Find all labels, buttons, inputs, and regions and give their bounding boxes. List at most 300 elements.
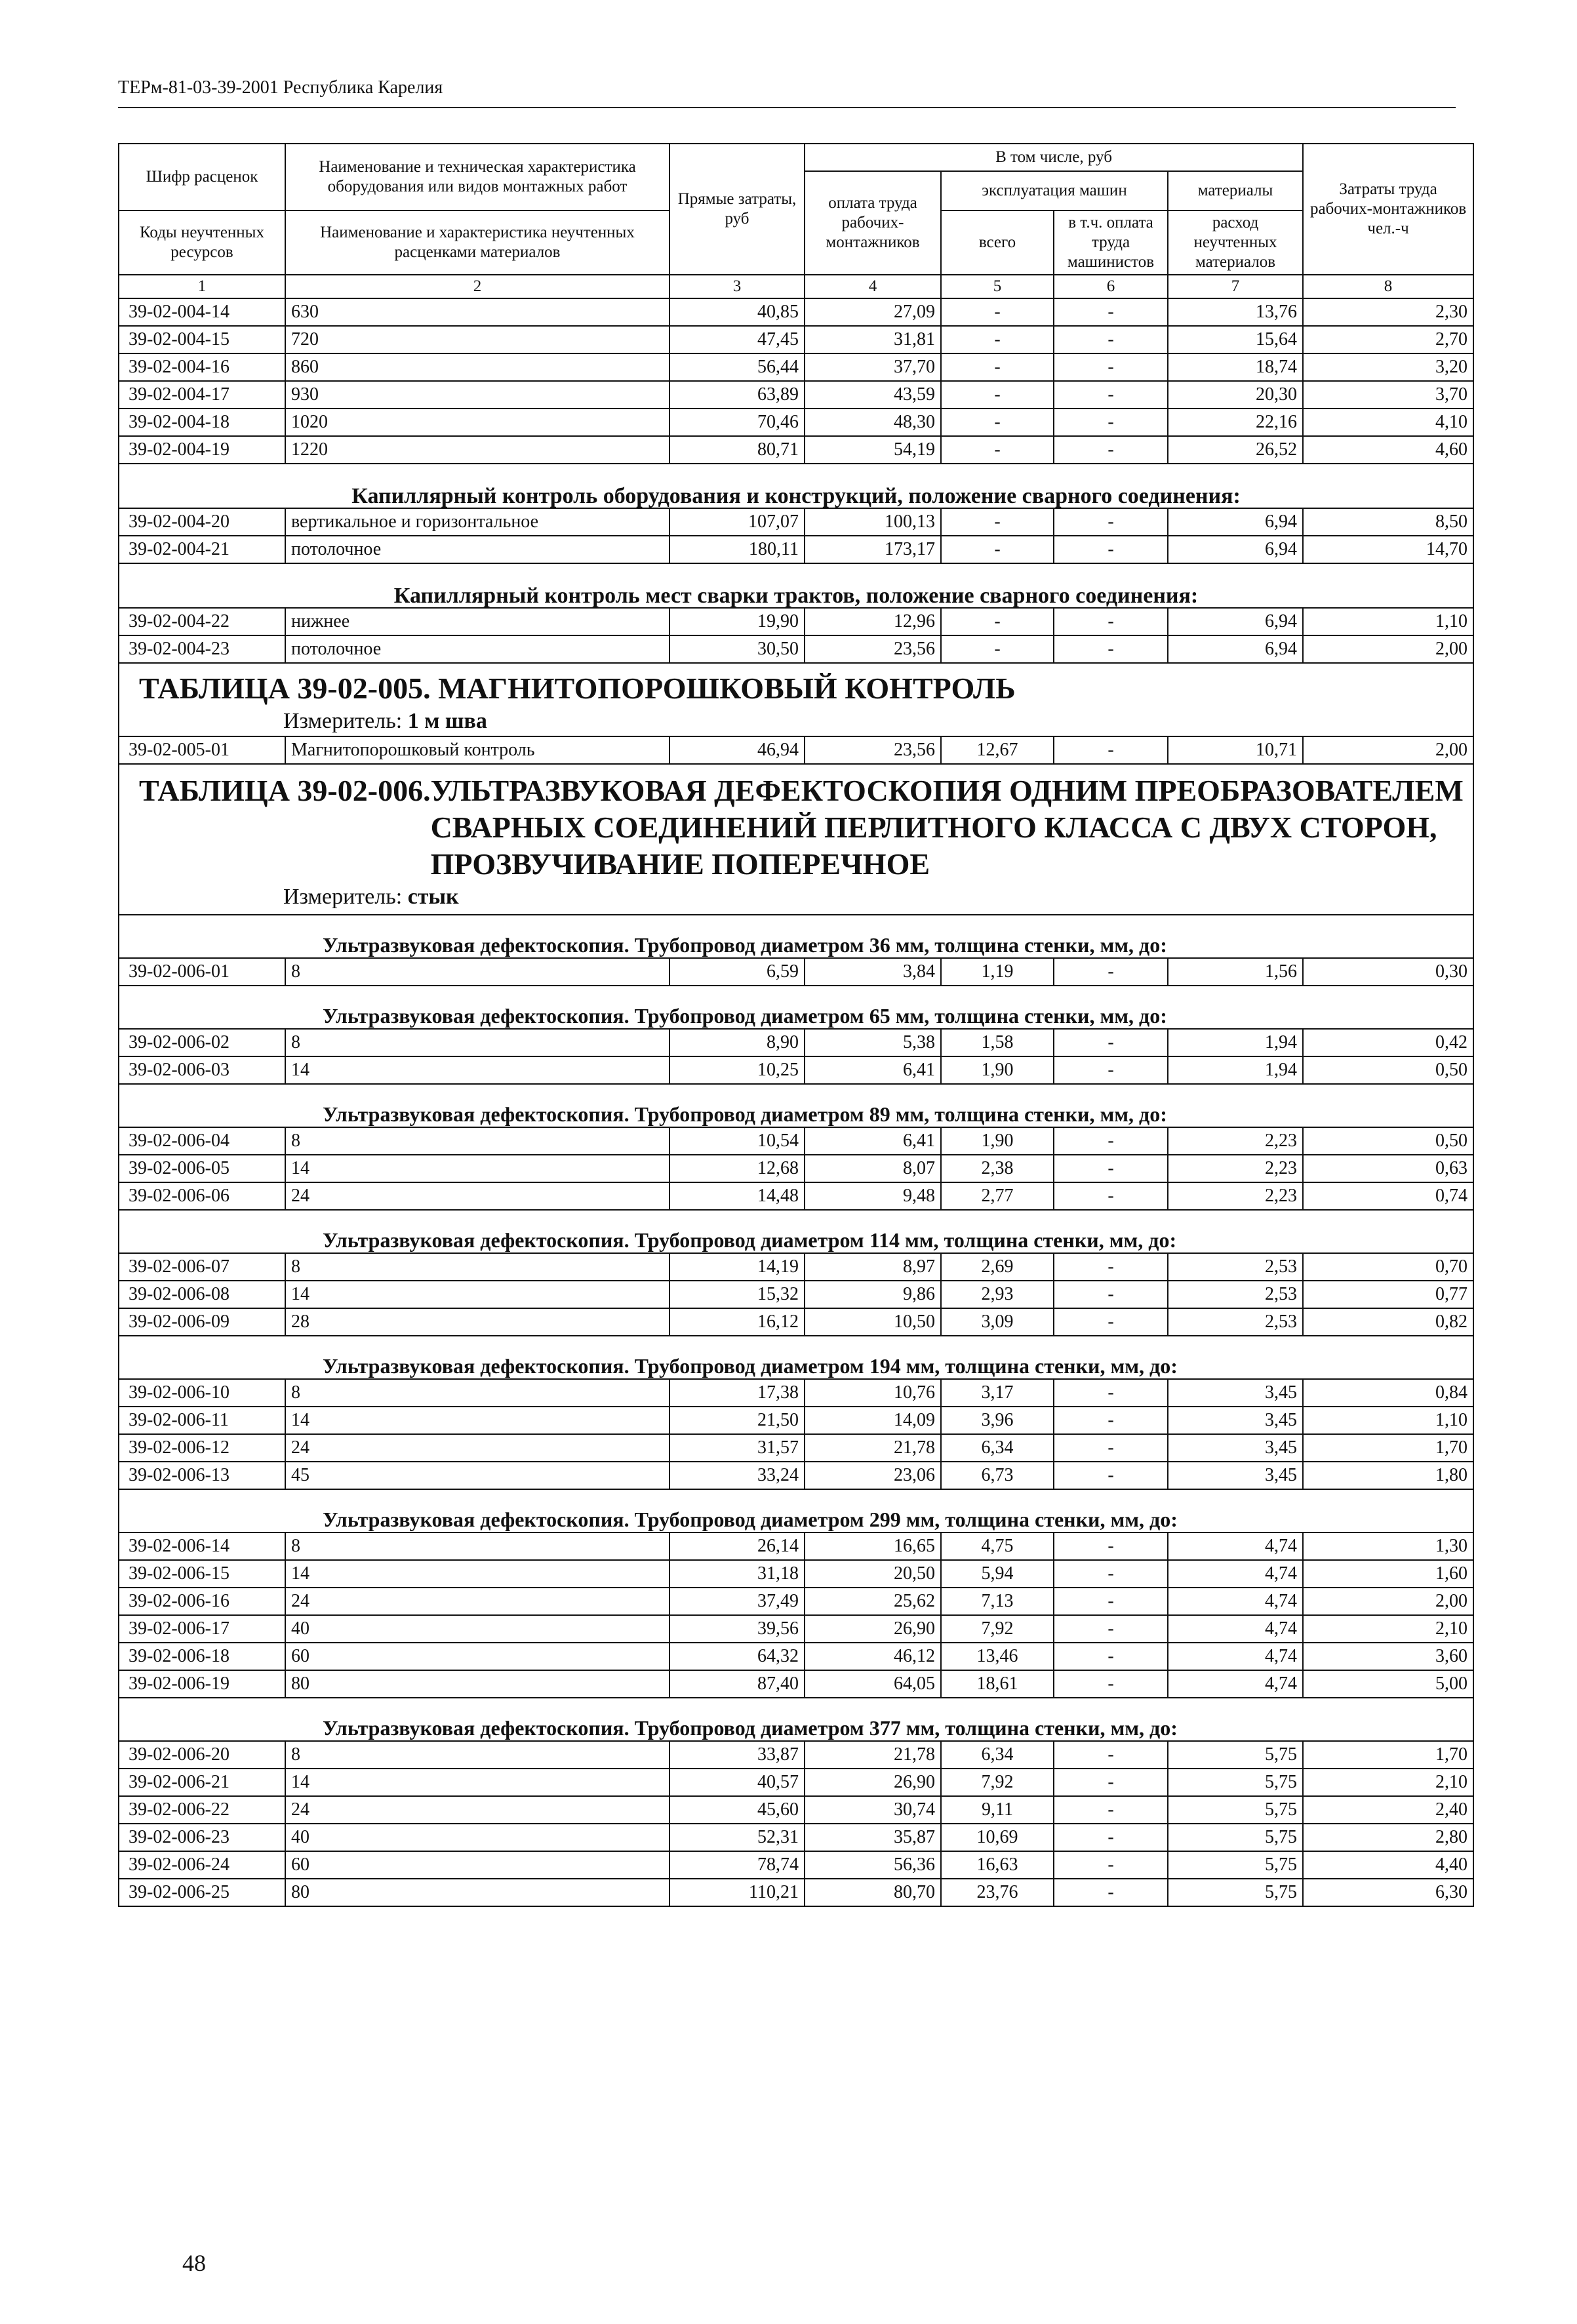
table-row [119, 1769, 1473, 1796]
cell-labor: 1,60 [1303, 1560, 1473, 1588]
cell-machines-total: 2,38 [941, 1155, 1054, 1182]
cell-machines-wages: - [1054, 1533, 1168, 1560]
cell-direct-cost: 37,49 [669, 1588, 805, 1615]
cell-machines-total: 3,09 [941, 1308, 1054, 1336]
cell-direct-cost: 39,56 [669, 1615, 805, 1643]
page-number: 48 [182, 2250, 206, 2276]
cell-direct-cost: 78,74 [669, 1851, 805, 1879]
cell-machines-total: 7,13 [941, 1588, 1054, 1615]
cell-code: 39-02-006-13 [119, 1462, 285, 1489]
section-b-title: Капиллярный контроль оборудования и конструкций, положение сварного соединения: [119, 464, 1473, 508]
cell-machines-wages: - [1054, 1056, 1168, 1084]
cell-direct-cost: 180,11 [669, 536, 805, 563]
cell-code: 39-02-006-18 [119, 1643, 285, 1670]
cell-labor: 4,40 [1303, 1851, 1473, 1879]
cell-machines-wages: - [1054, 436, 1168, 464]
cell-direct-cost: 40,57 [669, 1769, 805, 1796]
cell-wages: 23,06 [805, 1462, 941, 1489]
col-num-7: 7 [1168, 275, 1303, 298]
table-row [119, 1308, 1473, 1336]
cell-name: Магнитопорошковый контроль [285, 736, 669, 764]
cell-code: 39-02-006-08 [119, 1281, 285, 1308]
cell-name: 14 [285, 1769, 669, 1796]
cell-code: 39-02-006-16 [119, 1588, 285, 1615]
cell-machines-total: 1,19 [941, 958, 1054, 986]
rows-group-c [119, 608, 1473, 663]
col-mach-total-header: всего [941, 210, 1054, 275]
cell-code: 39-02-005-01 [119, 736, 285, 764]
cell-labor: 4,10 [1303, 409, 1473, 436]
cell-name: 14 [285, 1155, 669, 1182]
col-code-header: Шифр расценок [119, 144, 285, 210]
cell-labor: 0,84 [1303, 1379, 1473, 1407]
cell-code: 39-02-006-04 [119, 1127, 285, 1155]
cell-machines-wages: - [1054, 1434, 1168, 1462]
col-resources-header: Коды неучтенных ресурсов [119, 210, 285, 275]
cell-wages: 31,81 [805, 326, 941, 353]
table-row [119, 1824, 1473, 1851]
table-row [119, 736, 1473, 764]
cell-machines-wages: - [1054, 1588, 1168, 1615]
ultrasonic-groups [119, 915, 1473, 1906]
cell-machines-total: 1,90 [941, 1127, 1054, 1155]
table5-measure-value: 1 м шва [407, 709, 487, 733]
cell-machines-wages: - [1054, 508, 1168, 536]
cell-machines-total: 13,46 [941, 1643, 1054, 1670]
cell-code: 39-02-006-02 [119, 1029, 285, 1056]
cell-wages: 35,87 [805, 1824, 941, 1851]
cell-code: 39-02-006-19 [119, 1670, 285, 1698]
cell-materials: 2,53 [1168, 1308, 1303, 1336]
cell-wages: 56,36 [805, 1851, 941, 1879]
cell-machines-wages: - [1054, 381, 1168, 409]
cell-code: 39-02-006-24 [119, 1851, 285, 1879]
cell-wages: 43,59 [805, 381, 941, 409]
group-header [119, 1084, 1473, 1127]
cell-wages: 6,41 [805, 1056, 941, 1084]
cell-machines-total: 4,75 [941, 1533, 1054, 1560]
cell-wages: 27,09 [805, 298, 941, 326]
cell-labor: 2,40 [1303, 1796, 1473, 1824]
cell-code: 39-02-006-20 [119, 1741, 285, 1769]
rows-group-d [119, 736, 1473, 764]
cell-code: 39-02-006-01 [119, 958, 285, 986]
cell-labor: 5,00 [1303, 1670, 1473, 1698]
cell-wages: 9,86 [805, 1281, 941, 1308]
col-materials-name-header: Наименование и характеристика неучтенных расценками материалов [285, 210, 669, 275]
cell-direct-cost: 31,57 [669, 1434, 805, 1462]
cell-machines-total: 7,92 [941, 1615, 1054, 1643]
table-row [119, 1643, 1473, 1670]
col-mat-consumption-header: расход неучтенных материалов [1168, 210, 1303, 275]
cell-direct-cost: 107,07 [669, 508, 805, 536]
cell-materials: 2,53 [1168, 1253, 1303, 1281]
table-row [119, 1560, 1473, 1588]
cell-labor: 2,00 [1303, 1588, 1473, 1615]
cell-direct-cost: 63,89 [669, 381, 805, 409]
cell-machines-total: 16,63 [941, 1851, 1054, 1879]
cell-machines-wages: - [1054, 958, 1168, 986]
cell-machines-total: 2,69 [941, 1253, 1054, 1281]
table-row [119, 381, 1473, 409]
cell-code: 39-02-006-07 [119, 1253, 285, 1281]
cell-name: 8 [285, 958, 669, 986]
cell-direct-cost: 6,59 [669, 958, 805, 986]
table-row [119, 326, 1473, 353]
cell-labor: 2,10 [1303, 1615, 1473, 1643]
cell-machines-total: - [941, 298, 1054, 326]
cell-machines-wages: - [1054, 1879, 1168, 1906]
cell-name: 24 [285, 1796, 669, 1824]
col-num-4: 4 [805, 275, 941, 298]
cell-name: 14 [285, 1056, 669, 1084]
table5-measure [283, 707, 1473, 736]
cell-name: 45 [285, 1462, 669, 1489]
cell-labor: 1,10 [1303, 608, 1473, 635]
cell-machines-total: 6,34 [941, 1434, 1054, 1462]
cell-name: 14 [285, 1407, 669, 1434]
table6-measure [283, 883, 1473, 912]
cell-materials: 5,75 [1168, 1769, 1303, 1796]
cell-machines-total: - [941, 635, 1054, 663]
cell-materials: 1,94 [1168, 1056, 1303, 1084]
cell-machines-wages: - [1054, 1155, 1168, 1182]
cell-name: 60 [285, 1643, 669, 1670]
cell-wages: 14,09 [805, 1407, 941, 1434]
cell-direct-cost: 110,21 [669, 1879, 805, 1906]
group-title: Ультразвуковая дефектоскопия. Трубопровод диаметром 377 мм, толщина стенки, мм, до: [119, 1698, 1473, 1741]
cell-machines-total: 18,61 [941, 1670, 1054, 1698]
cell-materials: 5,75 [1168, 1851, 1303, 1879]
cell-materials: 4,74 [1168, 1615, 1303, 1643]
group-title: Ультразвуковая дефектоскопия. Трубопровод диаметром 114 мм, толщина стенки, мм, до: [119, 1210, 1473, 1253]
cell-name: 8 [285, 1127, 669, 1155]
cell-name: 8 [285, 1253, 669, 1281]
cell-direct-cost: 45,60 [669, 1796, 805, 1824]
cell-wages: 173,17 [805, 536, 941, 563]
cell-labor: 2,00 [1303, 736, 1473, 764]
cell-labor: 0,74 [1303, 1182, 1473, 1210]
cell-materials: 6,94 [1168, 608, 1303, 635]
cell-direct-cost: 31,18 [669, 1560, 805, 1588]
cell-code: 39-02-006-21 [119, 1769, 285, 1796]
cell-materials: 5,75 [1168, 1824, 1303, 1851]
cell-direct-cost: 40,85 [669, 298, 805, 326]
table-row [119, 1379, 1473, 1407]
cell-materials: 5,75 [1168, 1796, 1303, 1824]
cell-machines-wages: - [1054, 1253, 1168, 1281]
cell-code: 39-02-004-15 [119, 326, 285, 353]
cell-labor: 1,80 [1303, 1462, 1473, 1489]
cell-machines-wages: - [1054, 1796, 1168, 1824]
cell-labor: 1,10 [1303, 1407, 1473, 1434]
group-header [119, 1489, 1473, 1533]
cell-wages: 26,90 [805, 1615, 941, 1643]
cell-labor: 2,10 [1303, 1769, 1473, 1796]
table-row [119, 1462, 1473, 1489]
cell-name: 24 [285, 1434, 669, 1462]
group-title: Ультразвуковая дефектоскопия. Трубопровод диаметром 299 мм, толщина стенки, мм, до: [119, 1489, 1473, 1533]
group-title: Ультразвуковая дефектоскопия. Трубопровод диаметром 89 мм, толщина стенки, мм, до: [119, 1084, 1473, 1127]
table-row [119, 1588, 1473, 1615]
cell-machines-wages: - [1054, 1462, 1168, 1489]
col-num-8: 8 [1303, 275, 1473, 298]
cell-code: 39-02-004-17 [119, 381, 285, 409]
cell-machines-wages: - [1054, 409, 1168, 436]
table-row [119, 1796, 1473, 1824]
cell-machines-wages: - [1054, 1824, 1168, 1851]
cell-machines-total: - [941, 326, 1054, 353]
cell-labor: 0,77 [1303, 1281, 1473, 1308]
table-row [119, 1127, 1473, 1155]
cell-machines-total: 3,96 [941, 1407, 1054, 1434]
cell-wages: 23,56 [805, 736, 941, 764]
header-rule [118, 107, 1456, 108]
table6-title-label: ТАБЛИЦА 39-02-006. [139, 774, 431, 807]
cell-name: 8 [285, 1533, 669, 1560]
cell-name: 40 [285, 1615, 669, 1643]
cell-direct-cost: 87,40 [669, 1670, 805, 1698]
cell-code: 39-02-006-09 [119, 1308, 285, 1336]
group-header [119, 1698, 1473, 1741]
price-table [118, 143, 1474, 1907]
col-direct-header: Прямые затраты, руб [669, 144, 805, 275]
cell-wages: 48,30 [805, 409, 941, 436]
cell-materials: 4,74 [1168, 1670, 1303, 1698]
cell-materials: 1,94 [1168, 1029, 1303, 1056]
cell-wages: 80,70 [805, 1879, 941, 1906]
cell-labor: 0,50 [1303, 1127, 1473, 1155]
table5-title: ТАБЛИЦА 39-02-005. МАГНИТОПОРОШКОВЫЙ КОНТРОЛЬ [139, 671, 1016, 705]
cell-labor: 6,30 [1303, 1879, 1473, 1906]
cell-machines-wages: - [1054, 1643, 1168, 1670]
table-row [119, 1851, 1473, 1879]
table-row [119, 1879, 1473, 1906]
cell-labor: 0,42 [1303, 1029, 1473, 1056]
cell-labor: 3,60 [1303, 1643, 1473, 1670]
table-row [119, 1670, 1473, 1698]
col-incl-header: В том числе, руб [805, 144, 1303, 171]
cell-materials: 2,23 [1168, 1182, 1303, 1210]
group-header [119, 1210, 1473, 1253]
cell-code: 39-02-006-23 [119, 1824, 285, 1851]
cell-direct-cost: 16,12 [669, 1308, 805, 1336]
table6-measure-value: стык [407, 885, 459, 909]
cell-materials: 20,30 [1168, 381, 1303, 409]
cell-machines-total: - [941, 353, 1054, 381]
col-num-1: 1 [119, 275, 285, 298]
cell-labor: 1,70 [1303, 1434, 1473, 1462]
cell-labor: 3,70 [1303, 381, 1473, 409]
cell-machines-wages: - [1054, 736, 1168, 764]
cell-machines-total: 3,17 [941, 1379, 1054, 1407]
cell-name: 930 [285, 381, 669, 409]
cell-code: 39-02-004-14 [119, 298, 285, 326]
cell-machines-total: - [941, 608, 1054, 635]
cell-wages: 10,76 [805, 1379, 941, 1407]
cell-machines-wages: - [1054, 326, 1168, 353]
cell-wages: 5,38 [805, 1029, 941, 1056]
cell-machines-wages: - [1054, 1741, 1168, 1769]
cell-labor: 2,30 [1303, 298, 1473, 326]
col-wages-header: оплата труда рабочих-монтажников [805, 171, 941, 275]
cell-labor: 4,60 [1303, 436, 1473, 464]
cell-machines-total: 1,58 [941, 1029, 1054, 1056]
cell-direct-cost: 14,48 [669, 1182, 805, 1210]
cell-name: 60 [285, 1851, 669, 1879]
cell-machines-total: 12,67 [941, 736, 1054, 764]
cell-wages: 64,05 [805, 1670, 941, 1698]
table-row [119, 298, 1473, 326]
table-row [119, 608, 1473, 635]
cell-materials: 2,23 [1168, 1127, 1303, 1155]
table-row [119, 1253, 1473, 1281]
table-row [119, 409, 1473, 436]
cell-wages: 9,48 [805, 1182, 941, 1210]
cell-labor: 2,70 [1303, 326, 1473, 353]
cell-wages: 54,19 [805, 436, 941, 464]
cell-name: нижнее [285, 608, 669, 635]
table6-title-text: УЛЬТРАЗВУКОВАЯ ДЕФЕКТОСКОПИЯ ОДНИМ ПРЕОБРАЗОВАТЕЛЕМ СВАРНЫХ СОЕДИНЕНИЙ ПЕРЛИТНОГО КЛАССА С ДВУХ СТОРОН, ПРОЗВУЧИВАНИЕ ПОПЕРЕЧНОЕ [430, 774, 1464, 881]
cell-machines-total: 2,77 [941, 1182, 1054, 1210]
cell-materials: 22,16 [1168, 409, 1303, 436]
cell-machines-total: 9,11 [941, 1796, 1054, 1824]
cell-materials: 3,45 [1168, 1379, 1303, 1407]
cell-machines-total: - [941, 381, 1054, 409]
rows-group-b [119, 508, 1473, 563]
cell-labor: 0,63 [1303, 1155, 1473, 1182]
cell-name: 720 [285, 326, 669, 353]
col-materials-header: материалы [1168, 171, 1303, 210]
cell-direct-cost: 17,38 [669, 1379, 805, 1407]
cell-machines-wages: - [1054, 608, 1168, 635]
group-title: Ультразвуковая дефектоскопия. Трубопровод диаметром 194 мм, толщина стенки, мм, до: [119, 1336, 1473, 1379]
cell-machines-wages: - [1054, 1127, 1168, 1155]
cell-name: 28 [285, 1308, 669, 1336]
table-row [119, 1029, 1473, 1056]
cell-wages: 12,96 [805, 608, 941, 635]
cell-direct-cost: 14,19 [669, 1253, 805, 1281]
cell-direct-cost: 47,45 [669, 326, 805, 353]
cell-code: 39-02-006-17 [119, 1615, 285, 1643]
cell-machines-total: - [941, 436, 1054, 464]
table6-measure-label: Измеритель: [283, 885, 408, 909]
table-row [119, 353, 1473, 381]
cell-direct-cost: 15,32 [669, 1281, 805, 1308]
table-header [119, 144, 1473, 298]
cell-name: 630 [285, 298, 669, 326]
cell-machines-wages: - [1054, 353, 1168, 381]
group-title: Ультразвуковая дефектоскопия. Трубопровод диаметром 36 мм, толщина стенки, мм, до: [119, 915, 1473, 958]
group-title: Ультразвуковая дефектоскопия. Трубопровод диаметром 65 мм, толщина стенки, мм, до: [119, 986, 1473, 1029]
cell-wages: 21,78 [805, 1741, 941, 1769]
cell-code: 39-02-006-22 [119, 1796, 285, 1824]
cell-machines-total: - [941, 536, 1054, 563]
table-row [119, 1182, 1473, 1210]
cell-wages: 6,41 [805, 1127, 941, 1155]
cell-labor: 1,70 [1303, 1741, 1473, 1769]
cell-materials: 10,71 [1168, 736, 1303, 764]
cell-machines-wages: - [1054, 1281, 1168, 1308]
table-row [119, 436, 1473, 464]
cell-direct-cost: 10,25 [669, 1056, 805, 1084]
cell-code: 39-02-004-20 [119, 508, 285, 536]
cell-materials: 4,74 [1168, 1643, 1303, 1670]
cell-materials: 1,56 [1168, 958, 1303, 986]
cell-wages: 26,90 [805, 1769, 941, 1796]
cell-materials: 6,94 [1168, 508, 1303, 536]
cell-name: 8 [285, 1741, 669, 1769]
cell-wages: 8,97 [805, 1253, 941, 1281]
cell-machines-wages: - [1054, 1407, 1168, 1434]
table-row [119, 1434, 1473, 1462]
table6-title [139, 772, 1473, 883]
cell-machines-total: 10,69 [941, 1824, 1054, 1851]
table-row [119, 1741, 1473, 1769]
table-row [119, 1281, 1473, 1308]
cell-labor: 3,20 [1303, 353, 1473, 381]
cell-labor: 0,50 [1303, 1056, 1473, 1084]
cell-wages: 20,50 [805, 1560, 941, 1588]
cell-machines-total: - [941, 508, 1054, 536]
cell-labor: 0,82 [1303, 1308, 1473, 1336]
cell-wages: 16,65 [805, 1533, 941, 1560]
cell-code: 39-02-004-16 [119, 353, 285, 381]
cell-name: 80 [285, 1670, 669, 1698]
cell-materials: 4,74 [1168, 1560, 1303, 1588]
cell-name: вертикальное и горизонтальное [285, 508, 669, 536]
table5-block [119, 663, 1473, 736]
cell-direct-cost: 21,50 [669, 1407, 805, 1434]
rows-group-a [119, 298, 1473, 464]
cell-code: 39-02-006-12 [119, 1434, 285, 1462]
cell-machines-wages: - [1054, 1615, 1168, 1643]
cell-materials: 18,74 [1168, 353, 1303, 381]
cell-labor: 8,50 [1303, 508, 1473, 536]
cell-code: 39-02-006-11 [119, 1407, 285, 1434]
cell-direct-cost: 19,90 [669, 608, 805, 635]
cell-direct-cost: 52,31 [669, 1824, 805, 1851]
cell-machines-total: 5,94 [941, 1560, 1054, 1588]
cell-direct-cost: 8,90 [669, 1029, 805, 1056]
cell-machines-total: 6,73 [941, 1462, 1054, 1489]
cell-name: 24 [285, 1588, 669, 1615]
cell-direct-cost: 10,54 [669, 1127, 805, 1155]
document-body [118, 143, 1473, 1907]
group-header [119, 915, 1473, 958]
cell-materials: 3,45 [1168, 1407, 1303, 1434]
col-num-5: 5 [941, 275, 1054, 298]
cell-machines-wages: - [1054, 1029, 1168, 1056]
cell-materials: 2,53 [1168, 1281, 1303, 1308]
group-header [119, 1336, 1473, 1379]
cell-wages: 30,74 [805, 1796, 941, 1824]
cell-machines-wages: - [1054, 1670, 1168, 1698]
cell-code: 39-02-006-10 [119, 1379, 285, 1407]
table-row [119, 1407, 1473, 1434]
cell-materials: 6,94 [1168, 635, 1303, 663]
table-row [119, 1056, 1473, 1084]
cell-name: 1020 [285, 409, 669, 436]
cell-direct-cost: 80,71 [669, 436, 805, 464]
cell-materials: 5,75 [1168, 1741, 1303, 1769]
cell-wages: 8,07 [805, 1155, 941, 1182]
cell-name: потолочное [285, 536, 669, 563]
cell-wages: 100,13 [805, 508, 941, 536]
cell-name: 24 [285, 1182, 669, 1210]
cell-code: 39-02-004-21 [119, 536, 285, 563]
col-name-header: Наименование и техническая характеристика оборудования или видов монтажных работ [285, 144, 669, 210]
